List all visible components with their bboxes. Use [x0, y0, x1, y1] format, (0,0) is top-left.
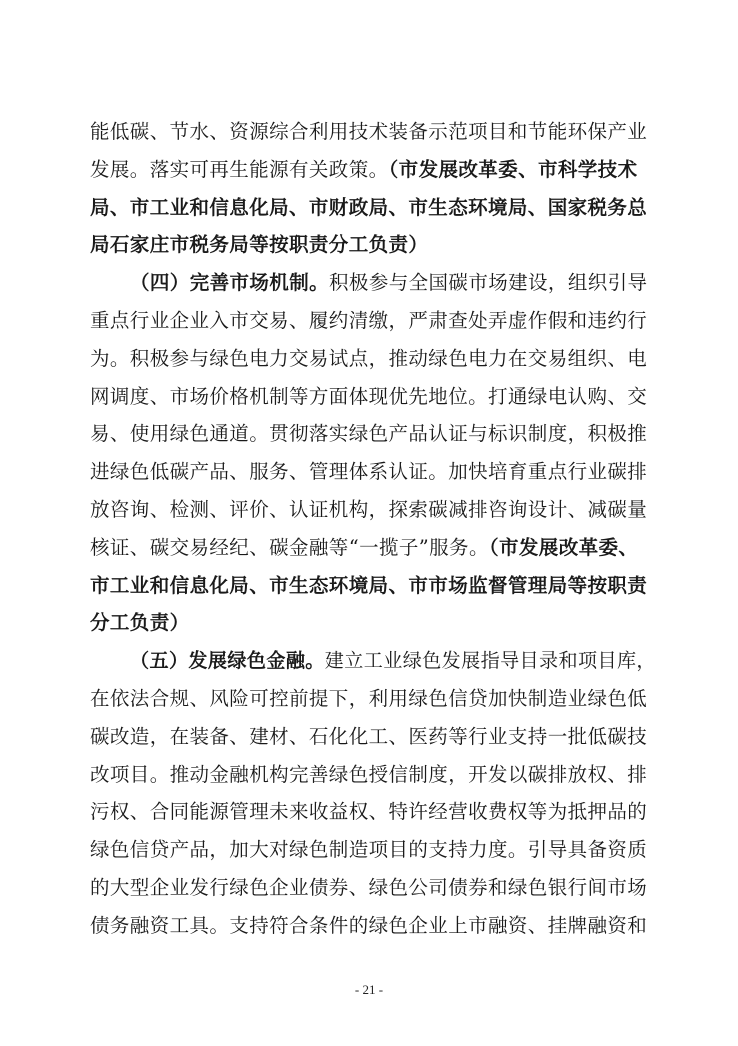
text-line-10 — [90, 453, 656, 491]
text-run: 重点行业企业入市交易、履约清缴，严肃查处弄虚作假和违约行 — [90, 308, 648, 332]
text-line-16 — [90, 680, 656, 718]
text-run: 发展。落实可再生能源有关政策。 — [90, 157, 389, 181]
text-run: 绿色信贷产品，加大对绿色制造项目的支持力度。引导具备资质 — [90, 838, 648, 862]
text-run: 积极参与全国碳市场建设，组织引导 — [329, 271, 648, 295]
text-run: 债务融资工具。支持符合条件的绿色企业上市融资、挂牌融资和 — [90, 913, 648, 937]
responsible-departments: 市工业和信息化局、市生态环境局、市市场监督管理局等按职责 — [90, 573, 648, 597]
text-run: 核证、碳交易经纪、碳金融等“一揽子”服务。 — [90, 535, 489, 559]
page-number: - 21 - — [354, 982, 384, 997]
text-line-5 — [90, 264, 656, 302]
text-run: 碳改造，在装备、建材、石化化工、医药等行业支持一批低碳技 — [90, 724, 648, 748]
text-line-2 — [90, 151, 656, 189]
responsible-departments: 局、市工业和信息化局、市财政局、市生态环境局、国家税务总 — [90, 195, 648, 219]
text-line-1 — [90, 113, 656, 151]
text-run: 在依法合规、风险可控前提下，利用绿色信贷加快制造业绿色低 — [90, 686, 648, 710]
text-run: 改项目。推动金融机构完善绿色授信制度，开发以碳排放权、排 — [90, 762, 648, 786]
text-line-20 — [90, 831, 656, 869]
text-run: 污权、合同能源管理未来收益权、特许经营收费权等为抵押品的 — [90, 800, 648, 824]
text-line-19 — [90, 793, 656, 831]
text-line-13 — [90, 567, 656, 605]
text-run: 放咨询、检测、评价、认证机构，探索碳减排咨询设计、减碳量 — [90, 497, 648, 521]
text-line-7 — [90, 340, 656, 378]
document-body — [90, 113, 656, 945]
responsible-departments: 局石家庄市税务局等按职责分工负责） — [90, 233, 429, 257]
text-run: 网调度、市场价格机制等方面体现优先地位。打通绿电认购、交 — [90, 384, 648, 408]
text-line-12 — [90, 529, 656, 567]
text-line-22 — [90, 907, 656, 945]
text-line-4 — [90, 226, 656, 264]
text-line-3 — [90, 189, 656, 227]
text-line-14 — [90, 604, 656, 642]
text-run: 建立工业绿色发展指导目录和项目库， — [324, 649, 656, 673]
text-line-6 — [90, 302, 656, 340]
text-line-11 — [90, 491, 656, 529]
text-line-18 — [90, 756, 656, 794]
text-line-9 — [90, 415, 656, 453]
text-run: 的大型企业发行绿色企业债券、绿色公司债券和绿色银行间市场 — [90, 875, 648, 899]
responsible-departments: （市发展改革委、市科学技术 — [388, 157, 638, 181]
text-run: 为。积极参与绿色电力交易试点，推动绿色电力在交易组织、电 — [90, 346, 648, 370]
text-run: 进绿色低碳产品、服务、管理体系认证。加快培育重点行业碳排 — [90, 460, 648, 484]
text-run: 易、使用绿色通道。贯彻落实绿色产品认证与标识制度，积极推 — [90, 422, 648, 446]
text-run: 能低碳、节水、资源综合利用技术装备示范项目和节能环保产业 — [90, 120, 648, 143]
section-heading-5: （五）发展绿色金融。 — [130, 649, 325, 673]
text-line-17 — [90, 718, 656, 756]
text-line-8 — [90, 378, 656, 416]
responsible-departments: （市发展改革委、 — [488, 535, 639, 559]
section-heading-4: （四）完善市场机制。 — [130, 271, 330, 295]
text-line-15 — [90, 642, 656, 680]
text-line-21 — [90, 869, 656, 907]
responsible-departments: 分工负责） — [90, 611, 190, 635]
